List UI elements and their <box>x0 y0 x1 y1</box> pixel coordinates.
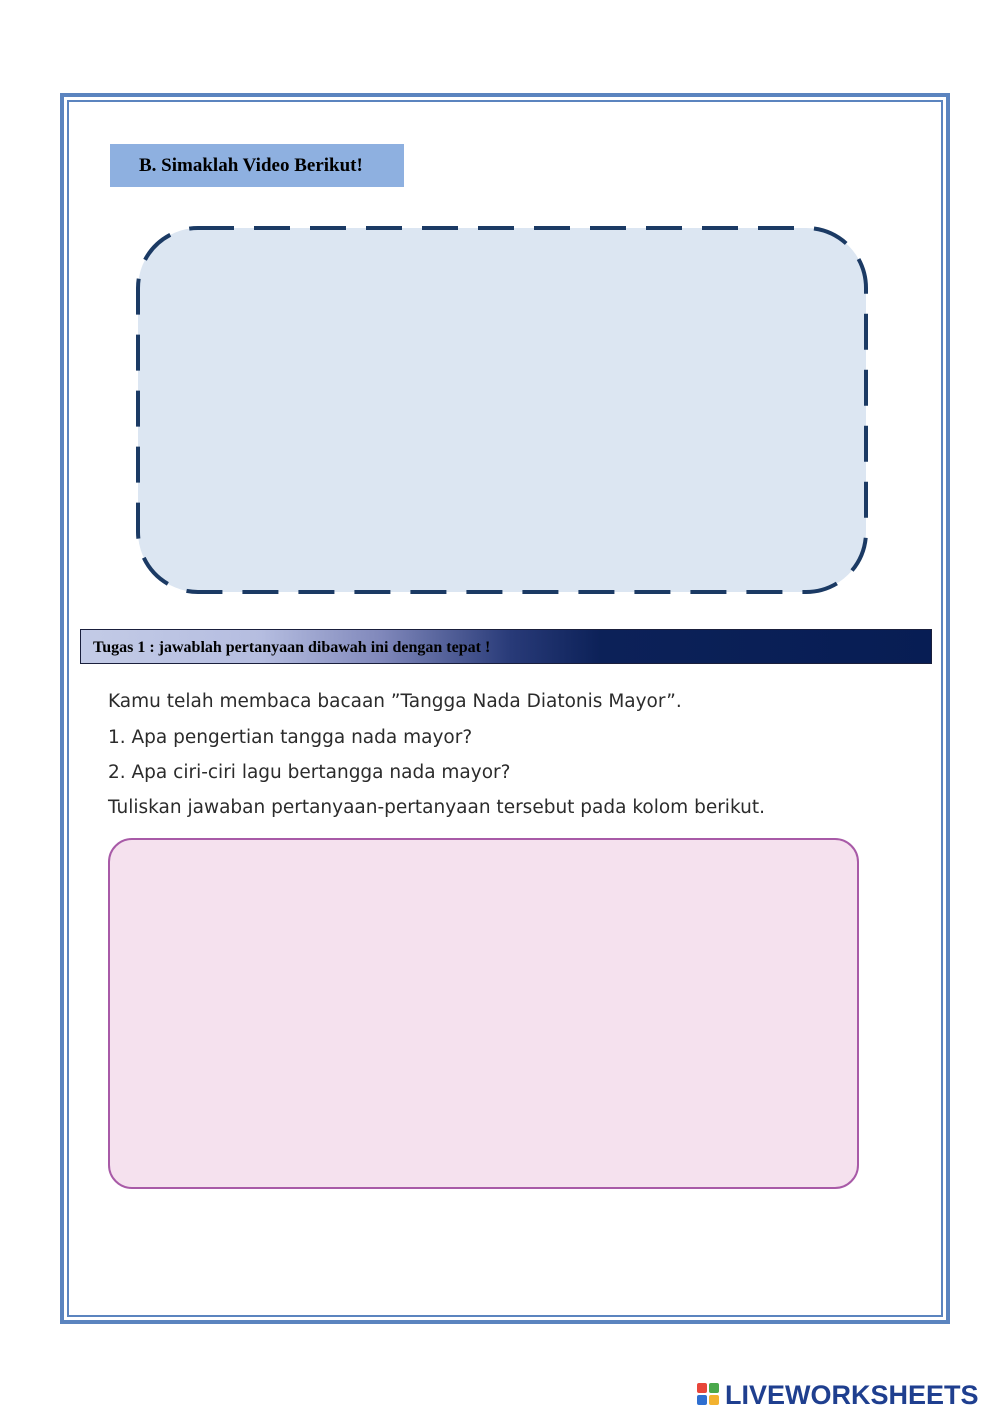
question-1: 1. Apa pengertian tangga nada mayor? <box>108 727 473 748</box>
section-b-heading: B. Simaklah Video Berikut! <box>110 144 404 187</box>
brand-name: LIVEWORKSHEETS <box>725 1379 979 1410</box>
liveworksheets-logo-icon <box>697 1383 721 1407</box>
video-frame-dashed <box>138 228 866 592</box>
question-intro: Kamu telah membaca bacaan ”Tangga Nada Diatonis Mayor”. <box>108 691 682 712</box>
answer-instruction: Tuliskan jawaban pertanyaan-pertanyaan tersebut pada kolom berikut. <box>108 797 765 818</box>
task-heading-bar: Tugas 1 : jawablah pertanyaan dibawah ini dengan tepat ! <box>80 629 932 664</box>
liveworksheets-brand <box>697 1378 979 1412</box>
answer-input-box[interactable] <box>108 838 859 1189</box>
video-placeholder[interactable] <box>130 222 875 600</box>
question-2: 2. Apa ciri-ciri lagu bertangga nada mayor? <box>108 762 511 783</box>
